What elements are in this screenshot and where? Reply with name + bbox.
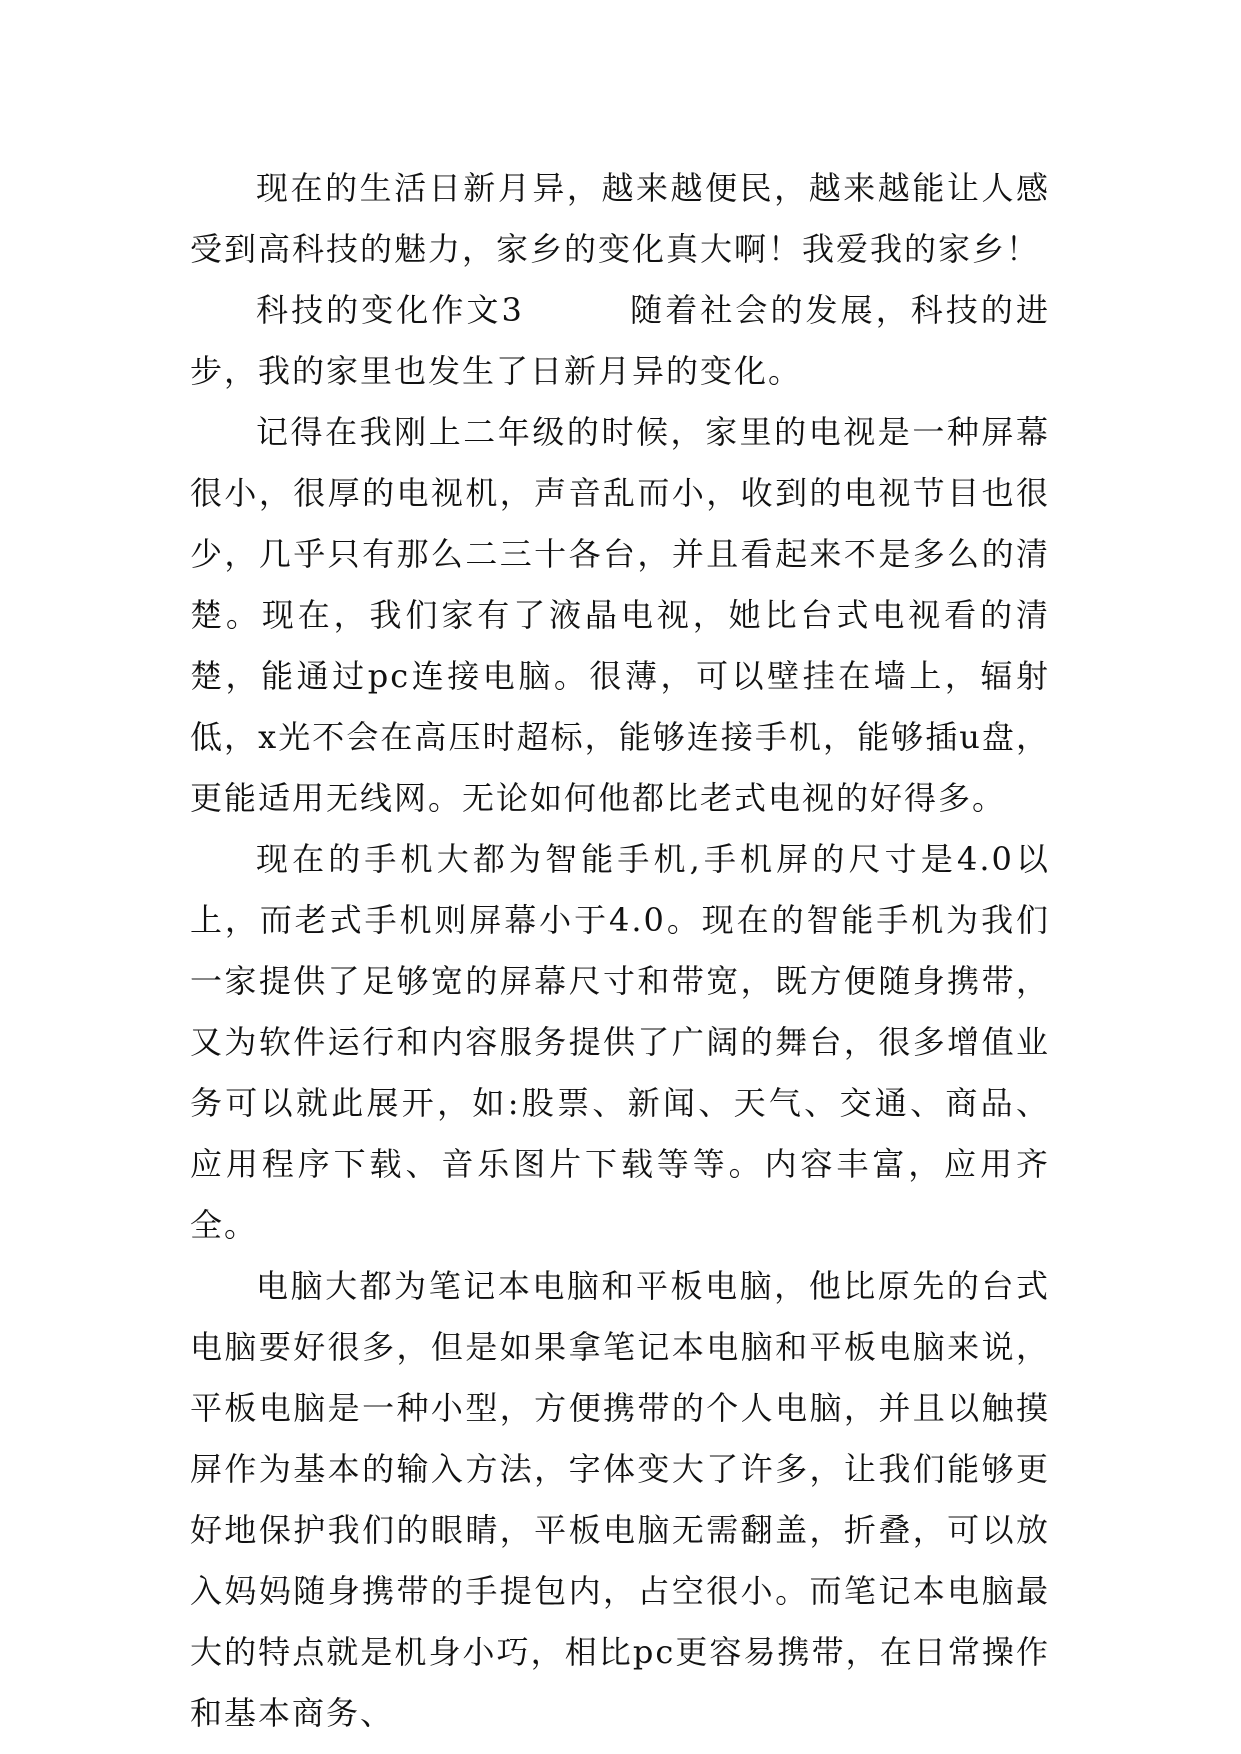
paragraph-mobile-phone: 现在的手机大都为智能手机,手机屏的尺寸是4.0以上，而老式手机则屏幕小于4.0。现在的智能手机为我们一家提供了足够宽的屏幕尺寸和带宽，既方便随身携带，又为软件运行和内容服务提供了广阔的舞台，很多增值业务可以就此展开，如:股票、新闻、天气、交通、商品、应用程序下载、音乐图片下载等等。内容丰富，应用齐全。 — [190, 840, 1050, 1244]
paragraph-computer: 电脑大都为笔记本电脑和平板电脑，他比原先的台式电脑要好很多，但是如果拿笔记本电脑和平板电脑来说，平板电脑是一种小型，方便携带的个人电脑，并且以触摸屏作为基本的输入方法，字体变大了许多，让我们能够更好地保护我们的眼睛，平板电脑无需翻盖，折叠，可以放入妈妈随身携带的手提包内，占空很小。而笔记本电脑最大的特点就是机身小巧，相比pc更容易携带，在日常操作和基本商务、 — [190, 1267, 1050, 1732]
paragraph-television: 记得在我刚上二年级的时候，家里的电视是一种屏幕很小，很厚的电视机，声音乱而小，收到的电视节目也很少，几乎只有那么二三十各台，并且看起来不是多么的清楚。现在，我们家有了液晶电视，她比台式电视看的清楚，能通过pc连接电脑。很薄，可以壁挂在墙上，辐射低，x光不会在高压时超标，能够连接手机，能够插u盘，更能适用无线网。无论如何他都比老式电视的好得多。 — [190, 413, 1050, 817]
paragraph-essay-heading: 科技的变化作文3 随着社会的发展，科技的进步，我的家里也发生了日新月异的变化。 — [190, 291, 1050, 390]
paragraph-life-changes: 现在的生活日新月异，越来越便民，越来越能让人感受到高科技的魅力，家乡的变化真大啊！我爱我的家乡！ — [190, 169, 1050, 268]
document-body — [190, 158, 1050, 1744]
